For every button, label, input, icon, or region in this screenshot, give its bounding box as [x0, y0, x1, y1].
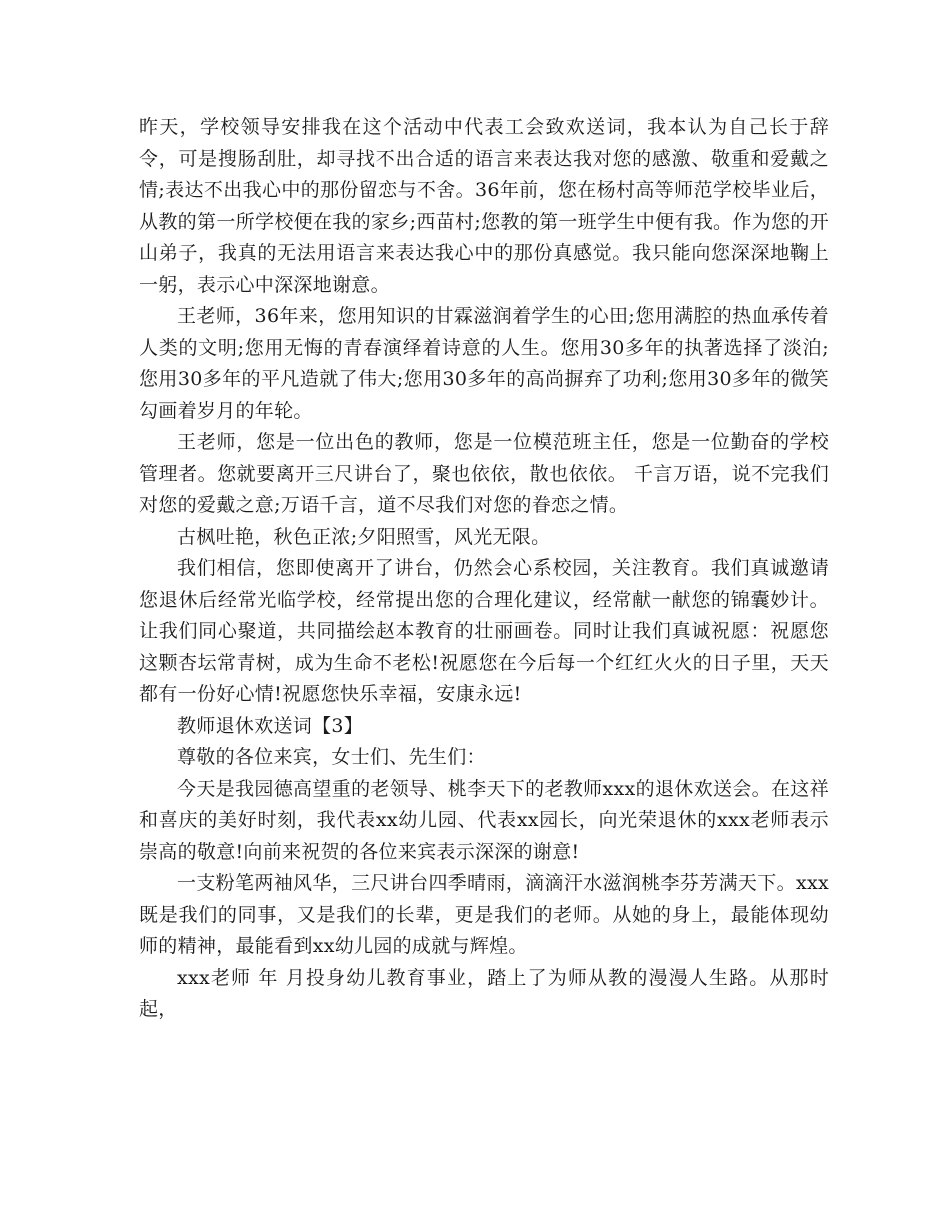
paragraph-3: 王老师，您是一位出色的教师，您是一位模范班主任，您是一位勤奋的学校管理者。您就要离开三尺讲台了，聚也依依，散也依依。 千言万语，说不完我们对您的爱戴之意;万语千言，道不尽我们对您的眷恋之情。: [139, 431, 829, 516]
paragraph-4: 古枫吐艳，秋色正浓;夕阳照雪，风光无限。: [177, 525, 551, 548]
paragraph-6: 今天是我园德高望重的老领导、桃李天下的老教师xxx的退休欢送会。在这祥和喜庆的美好时刻，我代表xx幼儿园、代表xx园长，向光荣退休的xxx老师表示崇高的敬意!向前来祝贺的各位来宾表示深深的谢意!: [139, 777, 829, 863]
paragraph-5: 我们相信，您即使离开了讲台，仍然会心系校园，关注教育。我们真诚邀请您退休后经常光临学校，经常提出您的合理化建议，经常献一献您的锦囊妙计。让我们同心聚道，共同描绘赵本教育的壮丽画卷。同时让我们真诚祝愿：祝愿您这颗杏坛常青树，成为生命不老松!祝愿您在今后每一个红红火火的日子里，天天都有一份好心情!祝愿您快乐幸福，安康永远!: [139, 557, 829, 705]
document-body: [139, 112, 829, 1026]
paragraph-8: xxx老师 年 月投身幼儿教育事业，踏上了为师从教的漫漫人生路。从那时起，: [139, 966, 829, 1020]
paragraph-2: 王老师，36年来，您用知识的甘霖滋润着学生的心田;您用满腔的热血承传着人类的文明;您用无悔的青春演绎着诗意的人生。您用30多年的执著选择了淡泊;您用30多年的平凡造就了伟大;您用30多年的高尚摒弃了功利;您用30多年的微笑勾画着岁月的年轮。: [139, 305, 829, 422]
salutation: 尊敬的各位来宾，女士们、先生们：: [177, 746, 486, 768]
section-heading: 教师退休欢送词【3】: [177, 714, 364, 737]
paragraph-7: 一支粉笔两袖风华，三尺讲台四季晴雨，滴滴汗水滋润桃李芬芳满天下。xxx既是我们的同事，又是我们的长辈，更是我们的老师。从她的身上，最能体现幼师的精神，最能看到xx幼儿园的成就与辉煌。: [139, 872, 829, 957]
paragraph-1: 昨天，学校领导安排我在这个活动中代表工会致欢送词，我本认为自己长于辞令，可是搜肠刮肚，却寻找不出合适的语言来表达我对您的感激、敬重和爱戴之情;表达不出我心中的那份留恋与不舍。36年前，您在杨村高等师范学校毕业后，从教的第一所学校便在我的家乡;西苗村;您教的第一班学生中便有我。作为您的开山弟子，我真的无法用语言来表达我心中的那份真感觉。我只能向您深深地鞠上一躬，表示心中深深地谢意。: [139, 116, 829, 296]
